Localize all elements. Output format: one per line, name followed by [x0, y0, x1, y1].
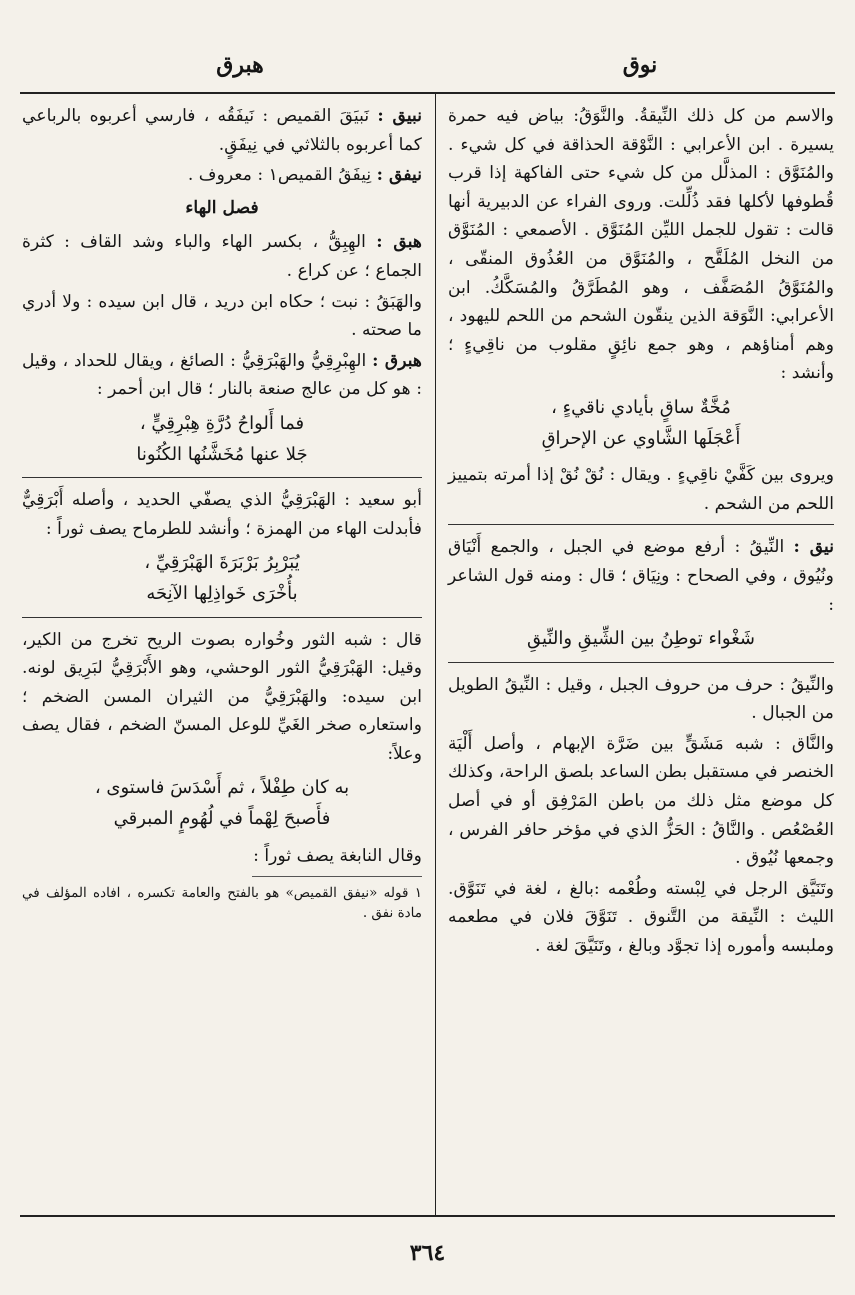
paragraph: ويروى بين كَفَّيْ ناقِيءٍ . ويقال : نُقْ نُقْ إذا أمرته بتمييز اللحم من الشحم . [448, 465, 834, 514]
paragraph: والاسم من كل ذلك النِّيقةُ. والنَّوَقُ: بياض فيه حمرة يسيرة . ابن الأعرابي : النَّوْقة الحذاقة في كل شيء . والمُنَوَّق : المذلَّل من كل شيء حتى الفاكهة إذا قرب قُطوفها لأكلها فقد ذُلِّلت. وروى الفراء عن الدبيرية أنها قالت : تقول للجمل الليِّن المُنَوَّق . الأصمعي : المُنَوَّق من النخل المُلَقَّح ، والمُنَوَّق من العُذُوق المنقّى ، والمُنَوَّقُ المُصَفَّف ، وهو المُطَرَّقُ والمُسَكَّكُ. ابن الأعرابي: النَّوَقة الذين ينقّون الشحم من اللحم لليهود ، وهم أمناؤهم ، وهو جمع نائِقٍ مقلوب من ناقِيءٍ ؛ وأنشد : [448, 106, 834, 384]
column-divider [435, 92, 436, 1215]
verse-line: جَلا عنها مُخَشَّنُها الكُنُونا [136, 443, 308, 465]
separator-rule [448, 662, 834, 663]
verse-block [22, 774, 422, 833]
dictionary-entry [22, 347, 422, 404]
verse-line: به كان طِفْلاً ، ثم أَسْدَسَ فاستوى ، [94, 777, 350, 799]
paragraph: والنِّيقُ : حرف من حروف الجبل ، وقيل : النِّيقُ الطويل من الجبال . [448, 674, 834, 724]
entry-text: نَبيَقَ القميص : نَيفَقُه ، فارسي أعربوه بالرباعي كما أعربوه بالثلاثي في نِيفَقٍ. [22, 106, 422, 155]
paragraph: وقال النابغة يصف ثوراً : [253, 845, 422, 866]
paragraph: والنَّاق : شبه مَشَقٍّ بين ضَرَّة الإبهام ، وأصل أَلْيَة الخنصر في مستقبل بطن الساعد بلصق الراحة، وكذلك كل موضع مثل ذلك من باطن المَرْفِق أو في أصل العُصْعُص . والنَّاقُ : الحَزُّ الذي في مؤخر حافر الفرس ، وجمعها نُيُوق . [448, 733, 834, 869]
dictionary-entry [22, 161, 422, 190]
verse-line: بأُخْرَى خَواذِلِها الآنِحَه [146, 582, 298, 604]
footnote-rule [252, 876, 422, 877]
entry-headword: نيق : [793, 537, 834, 558]
dictionary-entry [22, 228, 422, 285]
separator-rule [22, 617, 422, 618]
section-heading: فصل الهاء [185, 197, 259, 218]
entry-headword: نيفق : [376, 165, 422, 186]
verse-line: فأَصبحَ لِهْماً في لُهُومٍ المبرقي [113, 808, 331, 830]
paragraph: وتَنَيَّق الرجل في لِبْسته وطُعْمه :بالغ ، لغة في تَنَوَّق. الليث : النِّيقة من التَّنوق . تَنَوَّقَ فلان في مطعمه وملبسه وأموره إذا تجوَّد وبالغ ، وتَنَيَّقَ لغة . [448, 878, 834, 957]
entry-headword: هبرق : [372, 350, 422, 371]
verse-line: يُبَرْبِرُ بَرْبَرَةَ الهَبْرَقِيِّ ، [144, 552, 300, 574]
paragraph: والهَبَقُ : نبت ؛ حكاه ابن دريد ، قال ابن سيده : ولا أدري ما صحته . [22, 291, 422, 341]
entry-text: نِيفَقُ القميص١ : معروف . [187, 165, 377, 186]
left-column [22, 102, 422, 923]
header-root-left: هبرق [216, 52, 264, 78]
paragraph: أبو سعيد : الهَبْرَقِيُّ الذي يصفّي الحديد ، وأصله أَبْرَقِيٌّ فأبدلت الهاء من الهمزة ؛ وأنشد للطرماح يصف ثوراً : [22, 490, 422, 539]
dictionary-entry [22, 102, 422, 159]
entry-headword: هبق : [376, 232, 422, 253]
entry-headword: نبيق : [377, 106, 422, 126]
separator-rule [22, 477, 422, 478]
verse-line: فما أَلواحُ دُرَّةِ هِبْرِقِيٍّ ، [139, 412, 305, 434]
verse-block [22, 410, 422, 469]
dictionary-entry [448, 533, 834, 619]
verse-block [448, 625, 834, 654]
verse-line: مُخَّةٌ ساقٍ بأيادي ناقيءٍ ، [551, 396, 731, 418]
top-rule [20, 92, 835, 94]
verse-line: شَغْواء توطِنُ بين الشِّيقِ والنِّيقِ [527, 628, 755, 650]
verse-line: أَعْجَلَها الشَّاوي عن الإحراقِ [541, 427, 741, 449]
verse-block [448, 394, 834, 453]
header-root-right: نوق [622, 52, 658, 78]
bottom-rule [20, 1215, 835, 1217]
footnote: ١ قوله «نيفق القميص» هو بالفتح والعامة تكسره ، افاده المؤلف في مادة نفق . [22, 885, 422, 922]
entry-text: النِّيقُ : أرفع موضع في الجبل ، والجمع أَنْيَاق ونُيُوق ، وفي الصحاح : ونِيَاق ؛ قال : ومنه قول الشاعر : [448, 537, 834, 615]
right-column [448, 102, 834, 963]
entry-text: الهِبِقُّ ، بكسر الهاء والباء وشد القاف : كثرة الجماع ؛ عن كراع . [22, 232, 422, 281]
paragraph: قال : شبه الثور وخُواره بصوت الريح تخرج من الكير، وقيل: الهَبْرَقِيُّ الثور الوحشي، وهو الأَبْرَقِيُّ لبَرِيق لونه. ابن سيده: والهَبْرَقِيُّ من الثيران المسن الضخم ؛ واستعاره صخر الغَيِّ للوعل المسنّ الضخم ، فقال يصف وعلاً: [22, 629, 422, 764]
entry-text: الهِبْرِقِيُّ والهَبْرَقِيُّ : الصائغ ، ويقال للحداد ، وقيل : هو كل من عالج صنعة بالنار ؛ قال ابن أحمر : [22, 350, 422, 400]
page-number: ٣٦٤ [409, 1240, 446, 1266]
verse-block [22, 549, 422, 608]
separator-rule [448, 524, 834, 525]
